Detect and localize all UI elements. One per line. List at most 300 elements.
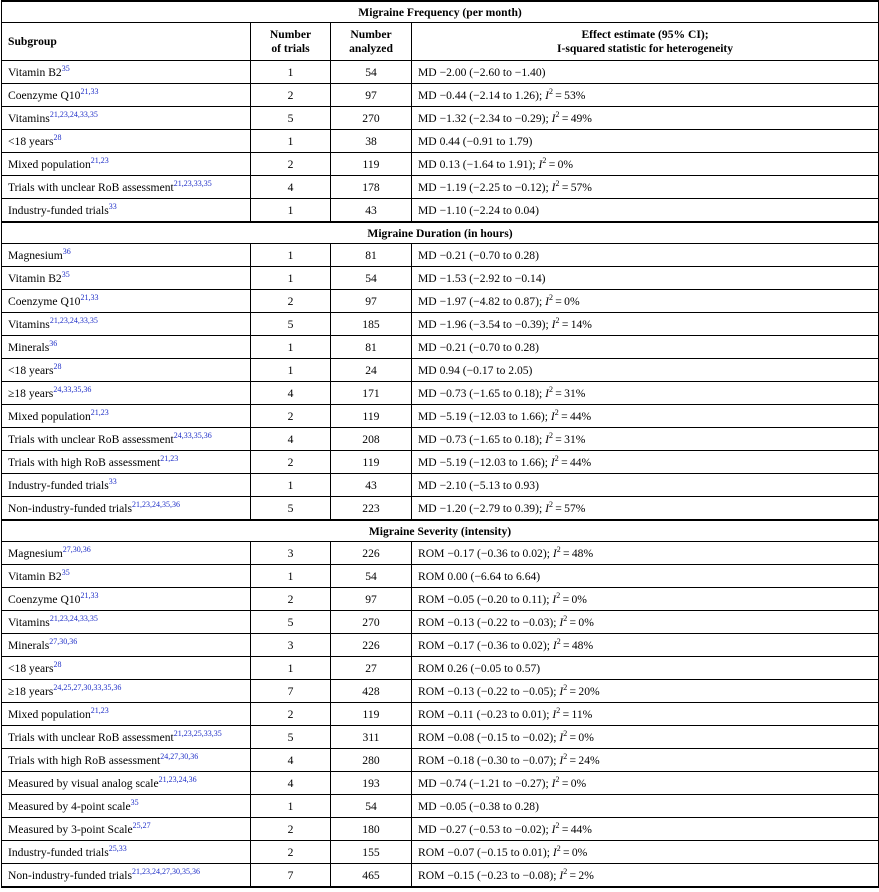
effect-estimate-cell (412, 359, 879, 382)
subgroup-cell (2, 61, 251, 84)
table-row (2, 818, 879, 841)
effect-estimate: MD −1.20 (−2.79 to 0.39); (418, 501, 546, 515)
subgroup-cell (2, 107, 251, 130)
subgroup-cell (2, 451, 251, 474)
table-row (2, 726, 879, 749)
analyzed-count: 270 (331, 611, 412, 634)
reference-link[interactable]: 21,23,24,35,36 (131, 499, 180, 509)
reference-link[interactable]: 36 (62, 246, 71, 256)
analyzed-count: 311 (331, 726, 412, 749)
subgroup-label: Non-industry-funded trials (8, 501, 132, 515)
i-squared-label: $I^2$ = (552, 705, 572, 721)
reference-link[interactable]: 21,23,33,35 (173, 178, 212, 188)
subgroup-label: Non-industry-funded trials (8, 868, 132, 882)
subgroup-label: Trials with high RoB assessment (8, 455, 161, 469)
analyzed-count: 226 (331, 542, 412, 565)
reference-link[interactable]: 28 (53, 361, 62, 371)
i-squared-value: 0% (578, 730, 594, 744)
table-row (2, 84, 879, 107)
i-squared-label: $I^2$ = (545, 430, 565, 446)
reference-link[interactable]: 21,33 (80, 86, 99, 96)
header-effect: Effect estimate (95% CI); I-squared statistic for heterogeneity (412, 23, 879, 61)
effect-estimate-cell (412, 542, 879, 565)
i-squared-label: $I^2$ = (552, 544, 572, 560)
table-body (2, 1, 879, 887)
trials-count: 2 (251, 153, 331, 176)
reference-link[interactable]: 36 (49, 338, 58, 348)
trials-count: 1 (251, 267, 331, 290)
i-squared-label: $I^2$ = (551, 178, 571, 194)
reference-link[interactable]: 35 (130, 797, 139, 807)
table-row (2, 130, 879, 153)
i-squared-label: $I^2$ = (545, 499, 565, 515)
subgroup-label: <18 years (8, 363, 54, 377)
effect-estimate: MD 0.44 (−0.91 to 1.79) (418, 134, 533, 148)
subgroup-label: Vitamins (8, 111, 50, 125)
effect-estimate: MD −1.97 (−4.82 to 0.87); (418, 294, 546, 308)
i-squared-label: $I^2$ = (551, 109, 571, 125)
table-row (2, 497, 879, 521)
section-title: Migraine Duration (in hours) (2, 222, 879, 244)
reference-link[interactable]: 35 (61, 567, 70, 577)
effect-estimate-cell (412, 428, 879, 451)
effect-estimate: MD 0.94 (−0.17 to 2.05) (418, 363, 533, 377)
reference-link[interactable]: 27,30,36 (62, 544, 91, 554)
effect-estimate-cell (412, 382, 879, 405)
effect-estimate: MD −0.44 (−2.14 to 1.26); (418, 88, 546, 102)
effect-estimate: ROM −0.17 (−0.36 to 0.02); (418, 638, 553, 652)
trials-count: 1 (251, 336, 331, 359)
table-row (2, 405, 879, 428)
effect-estimate: ROM −0.11 (−0.23 to 0.01); (418, 707, 553, 721)
effect-estimate: ROM −0.18 (−0.30 to −0.07); (418, 753, 560, 767)
i-squared-label: $I^2$ = (550, 453, 570, 469)
table-row (2, 588, 879, 611)
section-row (2, 222, 879, 244)
subgroup-cell (2, 199, 251, 223)
trials-count: 4 (251, 772, 331, 795)
effect-estimate-cell (412, 680, 879, 703)
table-row (2, 542, 879, 565)
trials-count: 3 (251, 634, 331, 657)
i-squared-label: $I^2$ = (545, 292, 565, 308)
table-row (2, 565, 879, 588)
effect-estimate-cell (412, 726, 879, 749)
subgroup-label: Measured by 3-point Scale (8, 822, 133, 836)
table-row (2, 107, 879, 130)
subgroup-label: Trials with unclear RoB assessment (8, 432, 174, 446)
analyzed-count: 54 (331, 61, 412, 84)
header-subgroup: Subgroup (2, 23, 251, 61)
i-squared-label: $I^2$ = (552, 843, 572, 859)
trials-count: 5 (251, 726, 331, 749)
subgroup-cell (2, 84, 251, 107)
reference-link[interactable]: 21,23,24,33,35 (49, 109, 98, 119)
analyzed-count: 193 (331, 772, 412, 795)
effect-estimate: MD −5.19 (−12.03 to 1.66); (418, 409, 551, 423)
subgroup-cell (2, 657, 251, 680)
reference-link[interactable]: 21,23,24,27,30,35,36 (131, 866, 200, 876)
i-squared-value: 31% (564, 386, 586, 400)
section-row (2, 1, 879, 23)
header-analyzed: Number analyzed (331, 23, 412, 61)
subgroup-cell (2, 611, 251, 634)
effect-estimate-cell (412, 497, 879, 521)
effect-estimate: MD −0.73 (−1.65 to 0.18); (418, 386, 546, 400)
effect-estimate: MD −0.21 (−0.70 to 0.28) (418, 248, 539, 262)
trials-count: 4 (251, 176, 331, 199)
analyzed-count: 465 (331, 864, 412, 888)
table-row (2, 474, 879, 497)
i-squared-value: 24% (578, 753, 600, 767)
analyzed-count: 119 (331, 451, 412, 474)
table-row (2, 795, 879, 818)
i-squared-value: 0% (564, 294, 580, 308)
table-row (2, 451, 879, 474)
subgroup-label: Trials with high RoB assessment (8, 753, 161, 767)
table-row (2, 703, 879, 726)
table-row (2, 382, 879, 405)
effect-estimate-cell (412, 130, 879, 153)
reference-link[interactable]: 21,23,25,33,35 (173, 728, 222, 738)
trials-count: 5 (251, 497, 331, 521)
subgroup-label: Trials with unclear RoB assessment (8, 730, 174, 744)
trials-count: 1 (251, 474, 331, 497)
i-squared-value: 0% (571, 845, 588, 859)
analyzed-count: 178 (331, 176, 412, 199)
effect-estimate-cell (412, 84, 879, 107)
analyzed-count: 43 (331, 474, 412, 497)
analyzed-count: 54 (331, 267, 412, 290)
effect-estimate: MD −0.74 (−1.21 to −0.27); (418, 776, 552, 790)
table-row (2, 153, 879, 176)
trials-count: 4 (251, 382, 331, 405)
analyzed-count: 81 (331, 244, 412, 267)
effect-estimate-cell (412, 336, 879, 359)
trials-count: 2 (251, 290, 331, 313)
table-row (2, 267, 879, 290)
effect-estimate: MD −0.73 (−1.65 to 0.18); (418, 432, 546, 446)
subgroup-cell (2, 634, 251, 657)
i-squared-label: $I^2$ = (559, 728, 579, 744)
subgroup-label: Measured by visual analog scale (8, 776, 159, 790)
effect-estimate-cell (412, 772, 879, 795)
subgroup-cell (2, 153, 251, 176)
table-row (2, 657, 879, 680)
analyzed-count: 185 (331, 313, 412, 336)
subgroup-cell (2, 359, 251, 382)
reference-link[interactable]: 21,23 (90, 407, 109, 417)
subgroup-cell (2, 542, 251, 565)
reference-link[interactable]: 24,25,27,30,33,35,36 (53, 682, 122, 692)
trials-count: 1 (251, 795, 331, 818)
subgroup-label: Coenzyme Q10 (8, 592, 81, 606)
effect-estimate-cell (412, 199, 879, 223)
i-squared-label: $I^2$ = (551, 315, 571, 331)
trials-count: 1 (251, 199, 331, 223)
trials-count: 2 (251, 818, 331, 841)
i-squared-value: 0% (570, 776, 587, 790)
subgroup-cell (2, 290, 251, 313)
table-row (2, 61, 879, 84)
effect-estimate-cell (412, 864, 879, 888)
reference-link[interactable]: 25,33 (108, 843, 127, 853)
analyzed-count: 24 (331, 359, 412, 382)
effect-estimate: ROM −0.08 (−0.15 to −0.02); (418, 730, 560, 744)
reference-link[interactable]: 21,23 (90, 155, 109, 165)
i-squared-value: 0% (557, 157, 574, 171)
i-squared-value: 20% (578, 684, 600, 698)
trials-count: 7 (251, 864, 331, 888)
i-squared-label: $I^2$ = (550, 407, 570, 423)
i-squared-label: $I^2$ = (538, 155, 558, 171)
effect-estimate-cell (412, 749, 879, 772)
table-row (2, 680, 879, 703)
effect-estimate-cell (412, 290, 879, 313)
i-squared-label: $I^2$ = (559, 751, 579, 767)
subgroup-cell (2, 795, 251, 818)
trials-count: 2 (251, 405, 331, 428)
subgroup-cell (2, 130, 251, 153)
i-squared-value: 2% (578, 868, 594, 882)
effect-estimate: ROM 0.00 (−6.64 to 6.64) (418, 569, 541, 583)
trials-count: 4 (251, 428, 331, 451)
analyzed-count: 119 (331, 703, 412, 726)
subgroup-cell (2, 680, 251, 703)
reference-link[interactable]: 24,27,30,36 (160, 751, 199, 761)
subgroup-label: Mixed population (8, 707, 91, 721)
trials-count: 4 (251, 749, 331, 772)
subgroup-label: Industry-funded trials (8, 845, 109, 859)
i-squared-value: 44% (570, 822, 592, 836)
subgroup-cell (2, 772, 251, 795)
i-squared-label: $I^2$ = (559, 866, 579, 882)
subgroup-label: Minerals (8, 340, 50, 354)
subgroup-label: Measured by 4-point scale (8, 799, 131, 813)
subgroup-cell (2, 703, 251, 726)
i-squared-value: 48% (571, 546, 594, 560)
effect-estimate-cell (412, 474, 879, 497)
subgroup-cell (2, 726, 251, 749)
i-squared-value: 0% (571, 592, 587, 606)
effect-estimate: MD −2.10 (−5.13 to 0.93) (418, 478, 539, 492)
reference-link[interactable]: 21,23,24,36 (158, 774, 197, 784)
reference-link[interactable]: 21,23 (160, 453, 179, 463)
effect-estimate-cell (412, 267, 879, 290)
effect-estimate: MD −1.10 (−2.24 to 0.04) (418, 203, 539, 217)
subgroup-cell (2, 313, 251, 336)
subgroup-cell (2, 841, 251, 864)
effect-estimate: MD −2.00 (−2.60 to −1.40) (418, 65, 546, 79)
reference-link[interactable]: 27,30,36 (49, 636, 78, 646)
analyzed-count: 428 (331, 680, 412, 703)
reference-link[interactable]: 24,33,35,36 (173, 430, 212, 440)
analyzed-count: 280 (331, 749, 412, 772)
reference-link[interactable]: 28 (53, 659, 62, 669)
i-squared-label: $I^2$ = (551, 774, 571, 790)
reference-link[interactable]: 33 (108, 201, 117, 211)
trials-count: 2 (251, 703, 331, 726)
subgroup-cell (2, 474, 251, 497)
analyzed-count: 81 (331, 336, 412, 359)
effect-estimate-cell (412, 818, 879, 841)
table-row (2, 634, 879, 657)
trials-count: 2 (251, 451, 331, 474)
analyzed-count: 270 (331, 107, 412, 130)
analyzed-count: 54 (331, 795, 412, 818)
subgroup-cell (2, 749, 251, 772)
i-squared-label: $I^2$ = (552, 636, 572, 652)
subgroup-results-table (1, 0, 879, 888)
i-squared-value: 53% (564, 88, 586, 102)
subgroup-cell (2, 405, 251, 428)
analyzed-count: 97 (331, 588, 412, 611)
subgroup-label: Mixed population (8, 157, 91, 171)
trials-count: 2 (251, 84, 331, 107)
effect-estimate: ROM −0.13 (−0.22 to −0.03); (418, 615, 560, 629)
i-squared-label: $I^2$ = (552, 590, 572, 606)
effect-estimate-cell (412, 107, 879, 130)
trials-count: 1 (251, 359, 331, 382)
reference-link[interactable]: 28 (53, 132, 62, 142)
analyzed-count: 97 (331, 290, 412, 313)
analyzed-count: 180 (331, 818, 412, 841)
subgroup-label: Trials with unclear RoB assessment (8, 180, 174, 194)
header-trials: Number of trials (251, 23, 331, 61)
effect-estimate-cell (412, 565, 879, 588)
analyzed-count: 38 (331, 130, 412, 153)
effect-estimate: MD −5.19 (−12.03 to 1.66); (418, 455, 551, 469)
trials-count: 1 (251, 565, 331, 588)
i-squared-value: 44% (569, 455, 592, 469)
analyzed-count: 27 (331, 657, 412, 680)
effect-estimate-cell (412, 588, 879, 611)
trials-count: 1 (251, 130, 331, 153)
analyzed-count: 208 (331, 428, 412, 451)
subgroup-cell (2, 244, 251, 267)
trials-count: 1 (251, 244, 331, 267)
reference-link[interactable]: 21,23,24,33,35 (49, 315, 98, 325)
subgroup-label: Coenzyme Q10 (8, 88, 81, 102)
effect-estimate: ROM −0.07 (−0.15 to 0.01); (418, 845, 553, 859)
subgroup-label: Vitamins (8, 615, 50, 629)
effect-estimate: ROM −0.15 (−0.23 to −0.08); (418, 868, 560, 882)
reference-link[interactable]: 35 (61, 269, 70, 279)
table-row (2, 611, 879, 634)
analyzed-count: 119 (331, 153, 412, 176)
trials-count: 3 (251, 542, 331, 565)
effect-estimate-cell (412, 703, 879, 726)
subgroup-label: ≥18 years (8, 386, 54, 400)
trials-count: 5 (251, 107, 331, 130)
subgroup-label: Magnesium (8, 248, 63, 262)
effect-estimate: ROM 0.26 (−0.05 to 0.57) (418, 661, 541, 675)
effect-estimate-cell (412, 657, 879, 680)
table-row (2, 841, 879, 864)
analyzed-count: 226 (331, 634, 412, 657)
table-row (2, 199, 879, 223)
effect-estimate-cell (412, 405, 879, 428)
section-title: Migraine Frequency (per month) (2, 1, 879, 23)
subgroup-cell (2, 382, 251, 405)
trials-count: 1 (251, 61, 331, 84)
table-row (2, 749, 879, 772)
reference-link[interactable]: 35 (61, 63, 70, 73)
reference-link[interactable]: 25,27 (132, 820, 151, 830)
reference-link[interactable]: 33 (108, 476, 117, 486)
trials-count: 7 (251, 680, 331, 703)
analyzed-count: 223 (331, 497, 412, 521)
section-title: Migraine Severity (intensity) (2, 520, 879, 542)
effect-estimate: MD −1.96 (−3.54 to −0.39); (418, 317, 552, 331)
subgroup-cell (2, 818, 251, 841)
effect-estimate: ROM −0.13 (−0.22 to −0.05); (418, 684, 560, 698)
reference-link[interactable]: 21,33 (80, 292, 99, 302)
trials-count: 5 (251, 611, 331, 634)
table-row (2, 244, 879, 267)
table-row (2, 864, 879, 888)
effect-estimate: ROM −0.17 (−0.36 to 0.02); (418, 546, 553, 560)
effect-estimate-cell (412, 634, 879, 657)
table-row (2, 313, 879, 336)
i-squared-value: 44% (569, 409, 592, 423)
analyzed-count: 119 (331, 405, 412, 428)
subgroup-cell (2, 428, 251, 451)
subgroup-label: ≥18 years (8, 684, 54, 698)
subgroup-label: Vitamin B2 (8, 65, 62, 79)
i-squared-label: $I^2$ = (559, 682, 579, 698)
i-squared-value: 57% (570, 180, 592, 194)
i-squared-label: $I^2$ = (551, 820, 571, 836)
effect-estimate: MD 0.13 (−1.64 to 1.91); (418, 157, 539, 171)
subgroup-label: Vitamin B2 (8, 271, 62, 285)
i-squared-value: 0% (578, 615, 594, 629)
i-squared-label: $I^2$ = (559, 613, 579, 629)
subgroup-cell (2, 176, 251, 199)
subgroup-cell (2, 267, 251, 290)
i-squared-value: 14% (570, 317, 592, 331)
i-squared-value: 31% (564, 432, 586, 446)
effect-estimate-cell (412, 795, 879, 818)
effect-estimate-cell (412, 176, 879, 199)
effect-estimate-cell (412, 841, 879, 864)
subgroup-label: <18 years (8, 134, 54, 148)
subgroup-cell (2, 565, 251, 588)
effect-estimate-cell (412, 61, 879, 84)
subgroup-label: Vitamin B2 (8, 569, 62, 583)
subgroup-label: Minerals (8, 638, 50, 652)
effect-estimate-cell (412, 244, 879, 267)
table-row (2, 428, 879, 451)
table-row (2, 359, 879, 382)
effect-estimate: MD −0.21 (−0.70 to 0.28) (418, 340, 539, 354)
subgroup-label: <18 years (8, 661, 54, 675)
analyzed-count: 171 (331, 382, 412, 405)
analyzed-count: 97 (331, 84, 412, 107)
reference-link[interactable]: 21,23,24,33,35 (49, 613, 98, 623)
effect-estimate-cell (412, 451, 879, 474)
reference-link[interactable]: 24,33,35,36 (53, 384, 92, 394)
analyzed-count: 155 (331, 841, 412, 864)
subgroup-label: Mixed population (8, 409, 91, 423)
effect-estimate: MD −1.32 (−2.34 to −0.29); (418, 111, 552, 125)
effect-estimate-cell (412, 313, 879, 336)
reference-link[interactable]: 21,33 (80, 590, 99, 600)
header-row (2, 23, 879, 61)
subgroup-label: Industry-funded trials (8, 203, 109, 217)
reference-link[interactable]: 21,23 (90, 705, 109, 715)
effect-estimate-cell (412, 153, 879, 176)
